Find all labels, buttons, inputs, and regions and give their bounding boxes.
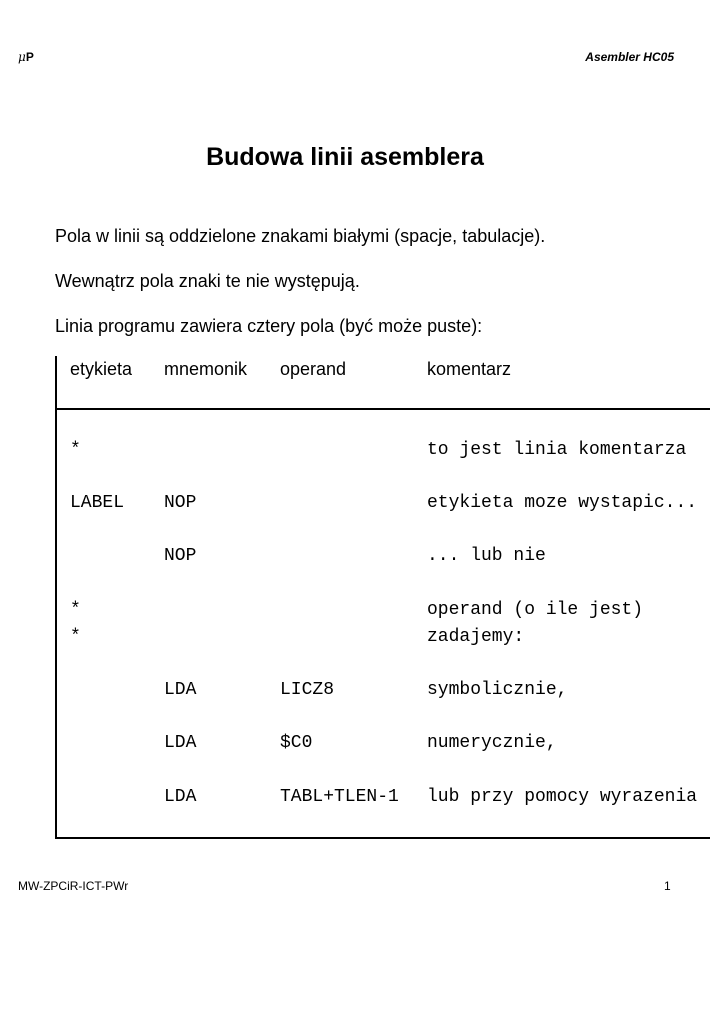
paragraph-no-whitespace-in-field: Wewnątrz pola znaki te nie występują. <box>55 271 360 291</box>
row-2-mnemonic: NOP <box>164 493 197 513</box>
footer-left: MW-ZPCiR-ICT-PWr <box>18 879 129 893</box>
column-header-label: etykieta <box>70 359 133 379</box>
row-7-mnemonic: LDA <box>164 733 197 753</box>
row-4-label: * <box>70 600 81 620</box>
header-mu-symbol: μ <box>18 50 26 64</box>
row-6-operand: LICZ8 <box>280 680 335 700</box>
header-left <box>18 50 34 64</box>
row-7-comment: numerycznie, <box>427 733 557 753</box>
row-5-comment: zadajemy: <box>427 627 525 647</box>
header-right: Asembler HC05 <box>585 50 674 64</box>
row-8-operand: TABL+TLEN-1 <box>280 787 399 807</box>
row-5-label: * <box>70 627 81 647</box>
column-header-comment: komentarz <box>427 359 512 379</box>
row-2-comment: etykieta moze wystapic... <box>427 493 698 513</box>
column-header-mnemonic: mnemonik <box>164 359 248 379</box>
row-7-operand: $C0 <box>280 733 313 753</box>
row-8-mnemonic: LDA <box>164 787 197 807</box>
row-6-comment: symbolicznie, <box>427 680 568 700</box>
row-3-comment: ... lub nie <box>427 546 546 566</box>
row-1-comment: to jest linia komentarza <box>427 440 687 460</box>
column-header-operand: operand <box>280 359 347 379</box>
page-title: Budowa linii asemblera <box>206 143 484 171</box>
page-number: 1 <box>664 879 671 893</box>
header-left-text: P <box>25 50 34 64</box>
row-1-label: * <box>70 440 81 460</box>
assembler-line-table <box>55 356 710 839</box>
row-2-label: LABEL <box>70 493 125 513</box>
paragraph-four-fields: Linia programu zawiera cztery pola (być może puste): <box>55 316 483 336</box>
paragraph-fields-separated: Pola w linii są oddzielone znakami białymi (spacje, tabulacje). <box>55 226 546 246</box>
row-4-comment: operand (o ile jest) <box>427 600 644 620</box>
header-divider <box>57 408 710 410</box>
row-6-mnemonic: LDA <box>164 680 197 700</box>
row-8-comment: lub przy pomocy wyrazenia <box>427 787 698 807</box>
row-3-mnemonic: NOP <box>164 546 197 566</box>
